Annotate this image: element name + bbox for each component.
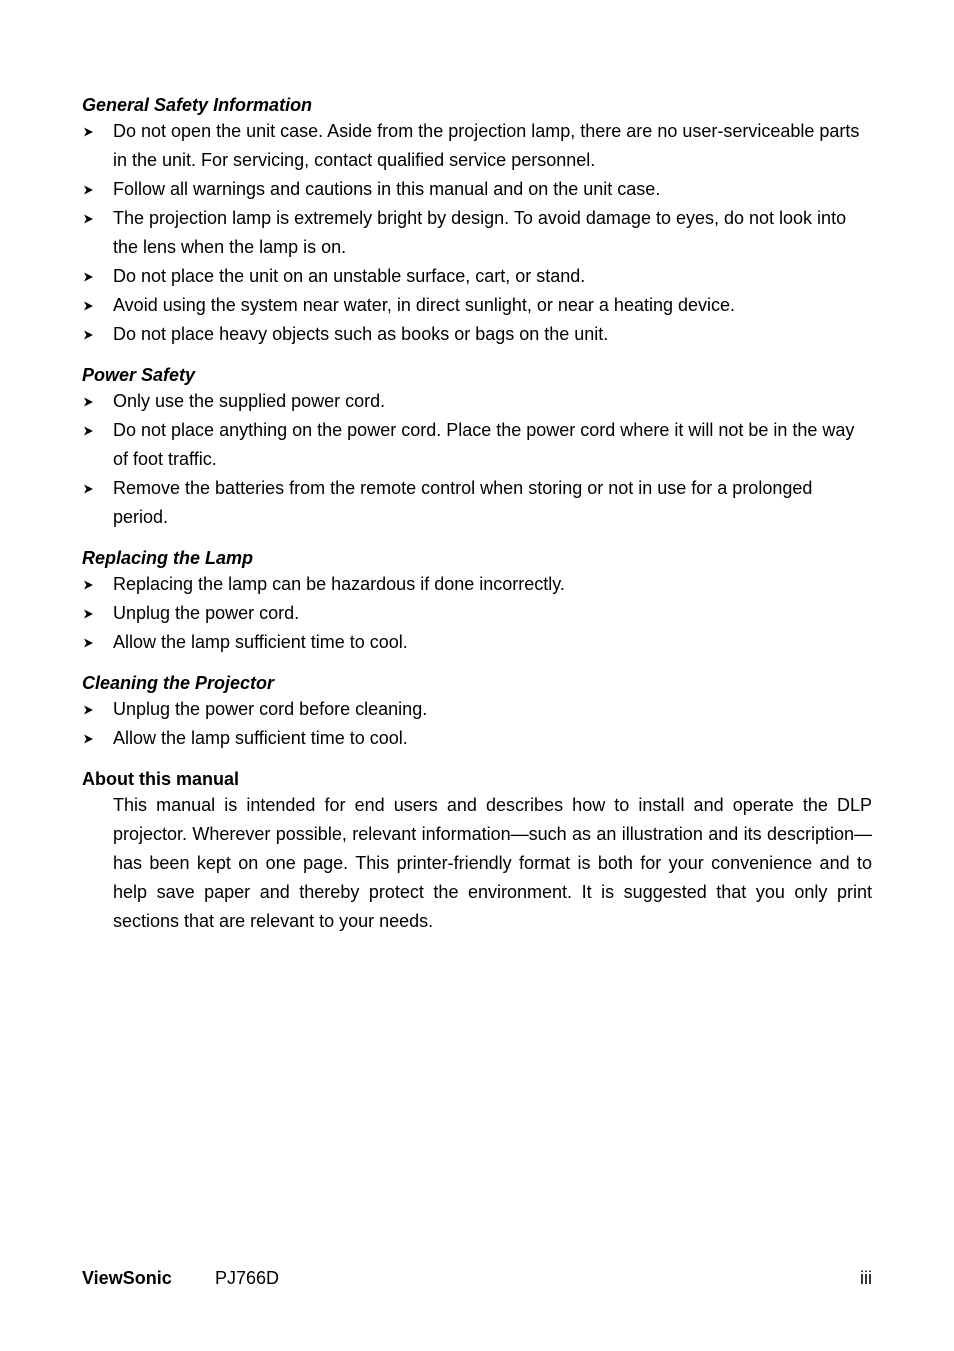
arrowhead-bullet-icon: [82, 474, 96, 503]
arrowhead-bullet-icon: [82, 291, 96, 320]
list-item-text: Do not place the unit on an unstable surface, cart, or stand.: [113, 266, 586, 286]
list-item: [82, 724, 872, 753]
page-footer: [82, 1266, 872, 1290]
list-item: [82, 204, 872, 262]
list-item: [82, 320, 872, 349]
about-paragraph: This manual is intended for end users and describes how to install and operate the DLP projector. Wherever possible, relevant information—such as an illustration and its description—has been kept on one page. This printer-friendly format is both for your convenience and to help save paper and thereby protect the environment. It is suggested that you only print sections that are relevant to your needs.: [113, 795, 872, 931]
list-item-text: Remove the batteries from the remote control when storing or not in use for a prolonged period.: [113, 478, 813, 527]
about-manual-section: [82, 767, 872, 936]
bullet-list: [82, 117, 872, 349]
list-item: [82, 474, 872, 532]
list-item-text: Do not place heavy objects such as books or bags on the unit.: [113, 324, 609, 344]
arrowhead-bullet-icon: [82, 695, 96, 724]
list-item-text: Only use the supplied power cord.: [113, 391, 386, 411]
section-heading: About this manual: [82, 769, 239, 789]
replacing-lamp-section: [82, 546, 872, 657]
arrowhead-bullet-icon: [82, 320, 96, 349]
arrowhead-bullet-icon: [82, 416, 96, 445]
arrowhead-bullet-icon: [82, 570, 96, 599]
section-heading: Power Safety: [82, 365, 196, 385]
page-number: iii: [860, 1268, 872, 1288]
section-heading: Replacing the Lamp: [82, 548, 254, 568]
arrowhead-bullet-icon: [82, 599, 96, 628]
list-item-text: Follow all warnings and cautions in this manual and on the unit case.: [113, 179, 661, 199]
bullet-list: [82, 570, 872, 657]
list-item-text: Allow the lamp sufficient time to cool.: [113, 728, 408, 748]
list-item-text: The projection lamp is extremely bright by design. To avoid damage to eyes, do not look into the lens when the lamp is on.: [113, 208, 847, 257]
list-item: [82, 695, 872, 724]
arrowhead-bullet-icon: [82, 724, 96, 753]
cleaning-projector-section: [82, 671, 872, 753]
list-item-text: Unplug the power cord before cleaning.: [113, 699, 428, 719]
arrowhead-bullet-icon: [82, 175, 96, 204]
bullet-list: [82, 695, 872, 753]
list-item-text: Do not open the unit case. Aside from the projection lamp, there are no user-serviceable parts in the unit. For servicing, contact qualified service personnel.: [113, 121, 860, 170]
section-heading: Cleaning the Projector: [82, 673, 275, 693]
arrowhead-bullet-icon: [82, 262, 96, 291]
list-item: [82, 599, 872, 628]
list-item-text: Avoid using the system near water, in direct sunlight, or near a heating device.: [113, 295, 736, 315]
arrowhead-bullet-icon: [82, 204, 96, 233]
list-item-text: Do not place anything on the power cord. Place the power cord where it will not be in the way of foot traffic.: [113, 420, 855, 469]
arrowhead-bullet-icon: [82, 387, 96, 416]
general-safety-section: [82, 93, 872, 349]
list-item: [82, 117, 872, 175]
arrowhead-bullet-icon: [82, 628, 96, 657]
list-item-text: Unplug the power cord.: [113, 603, 300, 623]
list-item: [82, 570, 872, 599]
bullet-list: [82, 387, 872, 532]
list-item: [82, 291, 872, 320]
list-item: [82, 387, 872, 416]
list-item: [82, 175, 872, 204]
list-item: [82, 416, 872, 474]
power-safety-section: [82, 363, 872, 532]
section-heading: General Safety Information: [82, 95, 313, 115]
list-item: [82, 628, 872, 657]
footer-brand: ViewSonic: [82, 1268, 172, 1288]
list-item-text: Allow the lamp sufficient time to cool.: [113, 632, 408, 652]
list-item-text: Replacing the lamp can be hazardous if done incorrectly.: [113, 574, 565, 594]
arrowhead-bullet-icon: [82, 117, 96, 146]
page-content: [82, 93, 872, 936]
list-item: [82, 262, 872, 291]
footer-model: PJ766D: [215, 1268, 280, 1288]
